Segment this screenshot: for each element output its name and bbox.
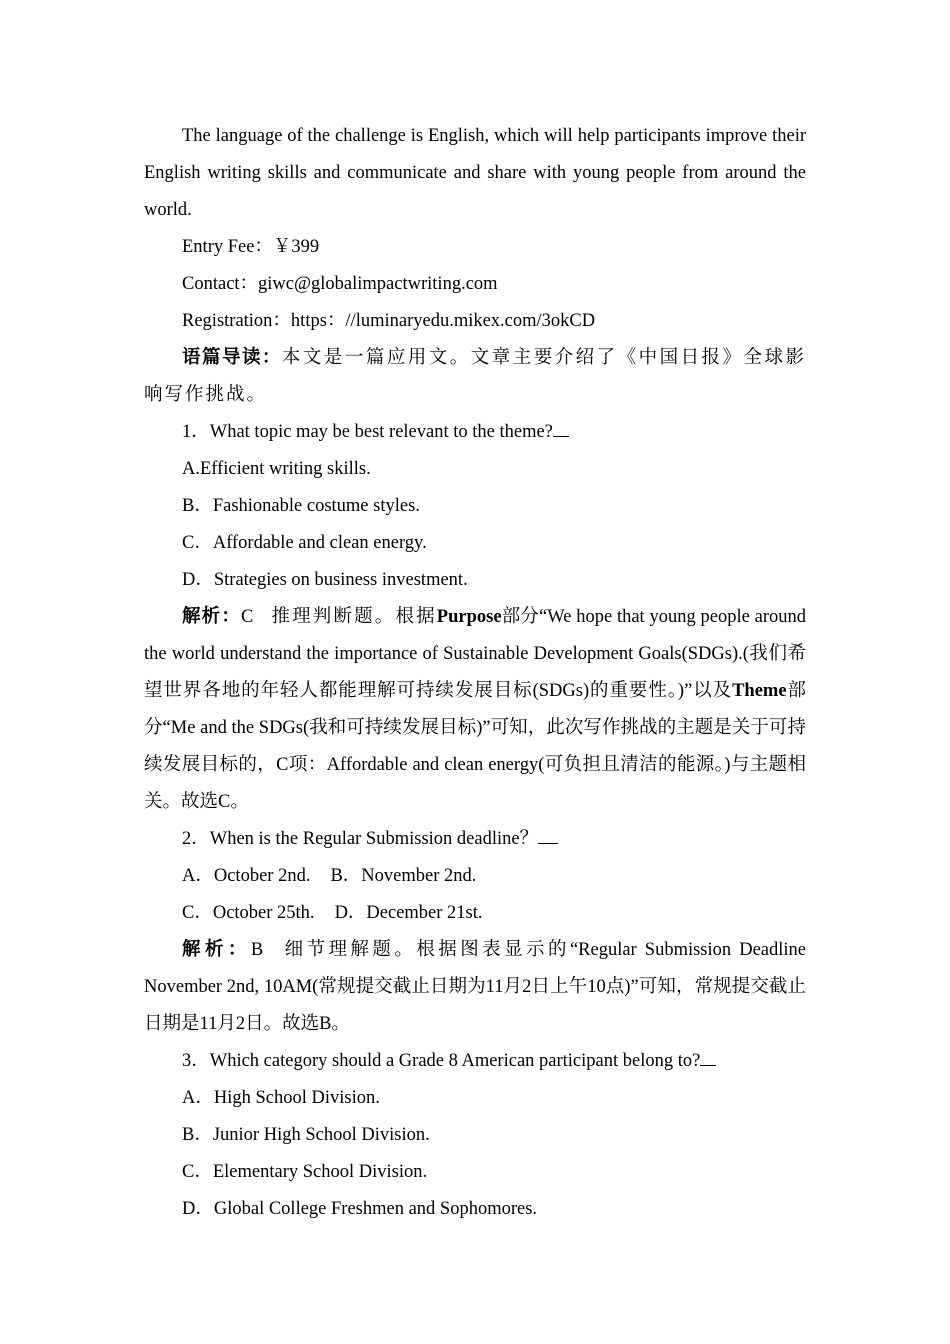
answer-blank (700, 1047, 716, 1066)
question-2-option-c: C．October 25th. (182, 903, 315, 923)
contact-line: Contact：giwc@globalimpactwriting.com (182, 274, 498, 294)
question-2-stem (144, 821, 806, 858)
analysis-text-1: 推理判断题。根据 (271, 607, 437, 627)
question-2-option-a: A．October 2nd. (182, 866, 311, 886)
reading-guide (144, 340, 806, 414)
answer-blank (553, 418, 569, 437)
analysis-text-3: 部分“Me and the SDGs(我和可持续发展目标)”可知，此次写作挑战的主题是关于可持续发展目标的，C项：Affordable and clean energy(可负担且清洁的能源。)与主题相关。故选C。 (144, 681, 806, 812)
analysis-text-2: 部分“We hope that young people around the world understand the importance of Sustainable Development Goals(SDGs).(我们希望世界各地的年轻人都能理解可持续发展目标(SDGs)的重要性。)”以及 (144, 607, 806, 701)
analysis-label: 解析： (182, 607, 241, 627)
question-stem-text: 3．Which category should a Grade 8 American participant belong to? (182, 1051, 701, 1071)
entry-fee: Entry Fee：￥399 (182, 237, 320, 257)
question-stem-text: 1．What topic may be best relevant to the theme? (182, 422, 553, 442)
question-1-option-c: C．Affordable and clean energy. (182, 533, 427, 553)
analysis-bold-theme: Theme (732, 681, 787, 701)
document-page (144, 118, 806, 1228)
question-2-analysis (144, 932, 806, 1043)
question-2-options-row-1 (144, 858, 806, 895)
question-3-option-b: B．Junior High School Division. (182, 1125, 430, 1145)
question-3-option-a: A．High School Division. (182, 1088, 380, 1108)
analysis-label: 解析： (182, 940, 251, 960)
registration-line: Registration：https：//luminaryedu.mikex.com/3okCD (182, 311, 596, 331)
question-1-option-d: D．Strategies on business investment. (182, 570, 468, 590)
question-2-option-d: D．December 21st. (334, 903, 483, 923)
question-2-option-b: B．November 2nd. (330, 866, 477, 886)
question-stem-text: 2．When is the Regular Submission deadline？ (182, 829, 539, 849)
guide-text: 本文是一篇应用文。文章主要介绍了《中国日报》全球影响写作挑战。 (144, 348, 806, 405)
guide-label: 语篇导读： (182, 348, 282, 368)
question-1-option-b: B．Fashionable costume styles. (182, 496, 420, 516)
analysis-answer: C (240, 607, 254, 627)
intro-paragraph: The language of the challenge is English, which will help participants improve their English writing skills and communicate and share with young people from around the world. (144, 126, 806, 220)
analysis-text: 细节理解题。根据图表显示的“Regular Submission Deadline November 2nd, 10AM(常规提交截止日期为11月2日上午10点)”可知，常规提交截止日期是11月2日。故选B。 (144, 940, 806, 1034)
question-1-option-a: A.Efficient writing skills. (182, 459, 371, 479)
question-3-option-d: D．Global College Freshmen and Sophomores. (182, 1199, 538, 1219)
question-3-stem (144, 1043, 806, 1080)
analysis-bold-purpose: Purpose (436, 607, 502, 627)
question-1-stem (144, 414, 806, 451)
question-2-options-row-2 (144, 895, 806, 932)
question-1-analysis (144, 599, 806, 821)
answer-blank (538, 825, 558, 844)
analysis-answer: B (250, 940, 264, 960)
question-3-option-c: C．Elementary School Division. (182, 1162, 428, 1182)
